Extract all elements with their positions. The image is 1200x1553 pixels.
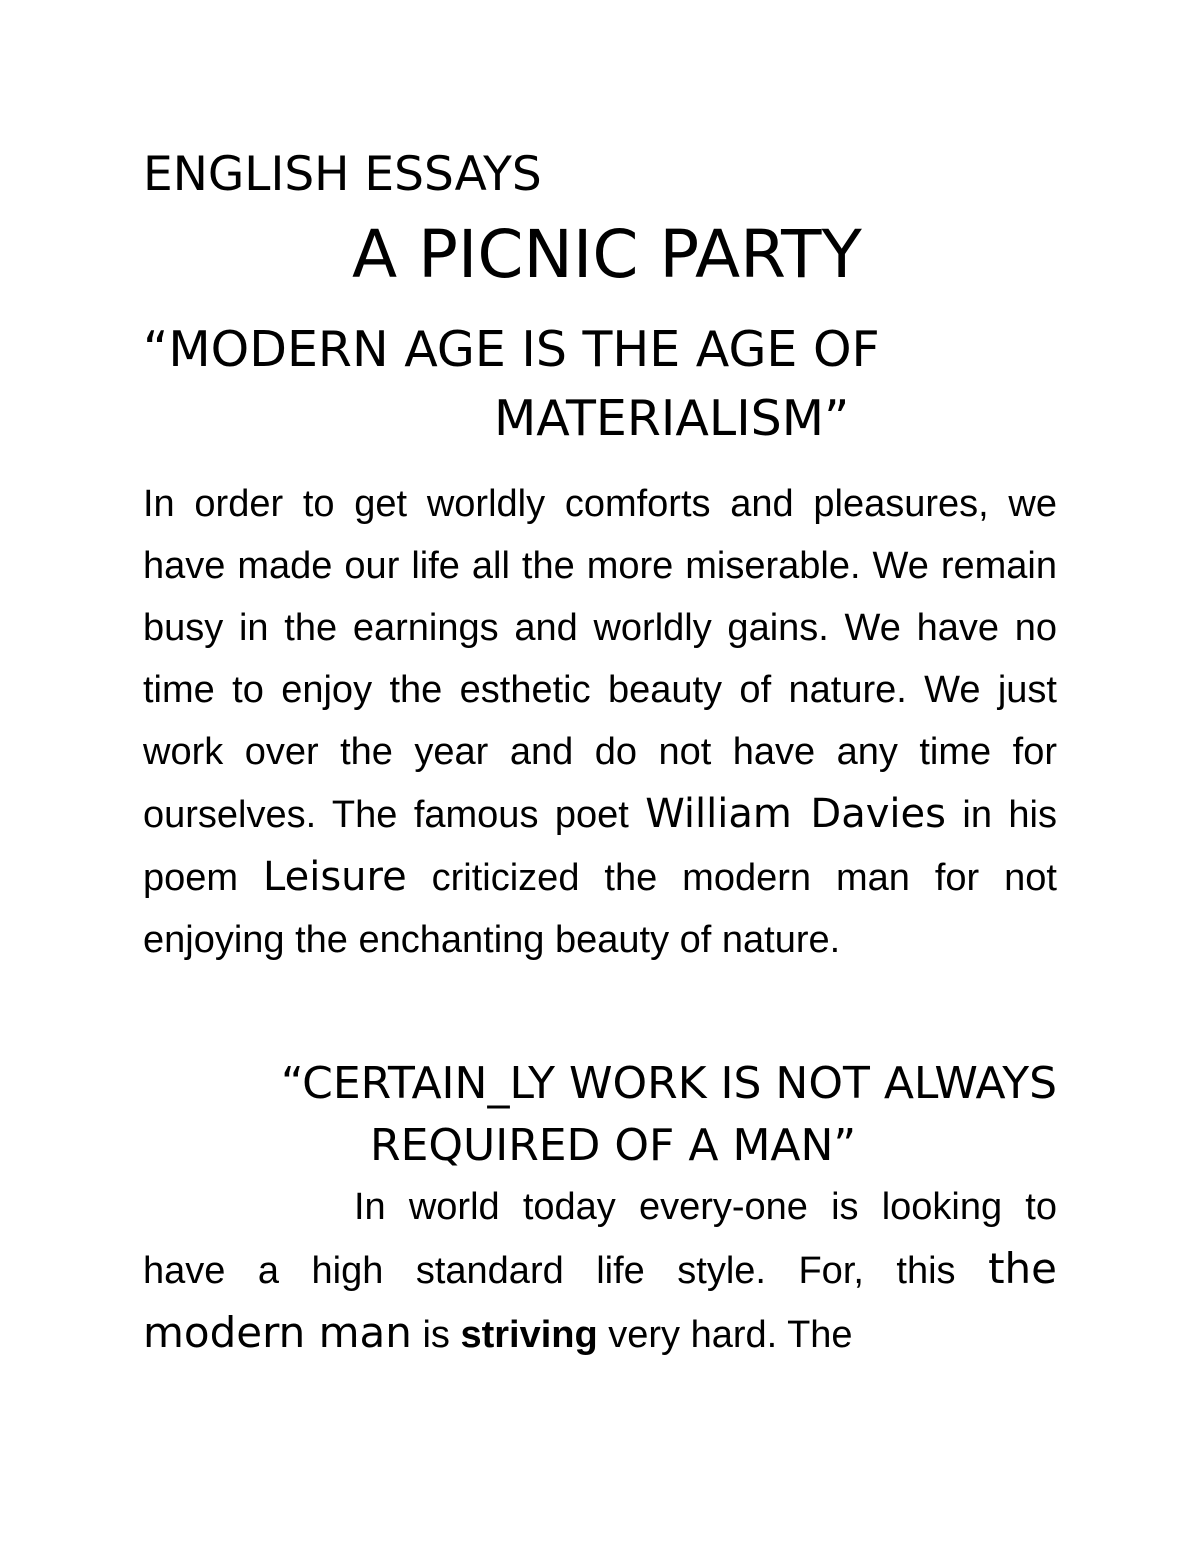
quote-heading-2-line-2: REQUIRED OF A MAN” [370, 1120, 857, 1171]
paragraph-2-text-c: very hard. The [597, 1314, 853, 1356]
paragraph-1 [143, 473, 1057, 971]
paragraph-2-bold-word: striving [460, 1314, 598, 1356]
poet-name: William Davies [645, 791, 946, 837]
paragraph-2-phrase: the modern man [143, 1244, 1057, 1357]
poem-name: Leisure [263, 854, 407, 900]
paragraph-2-text-b: is [411, 1314, 461, 1356]
quote-heading-line-2: MATERIALISM” [494, 390, 850, 447]
essay-title: A PICNIC PARTY [352, 216, 862, 293]
quote-heading-2-line-1: “CERTAIN_LY WORK IS NOT ALWAYS [280, 1058, 1057, 1109]
paragraph-2 [143, 1176, 1057, 1366]
paragraph-1-text-b: in his poem [143, 794, 1057, 899]
quote-heading-line-1: “MODERN AGE IS THE AGE OF [143, 321, 880, 378]
paragraph-2-text-a: In world today every-one is looking to have a high standard life style. For, this [143, 1186, 1057, 1292]
document-heading: ENGLISH ESSAYS [143, 147, 542, 202]
paragraph-1-text-c: criticized the modern man for not enjoying the enchanting beauty of nature. [143, 857, 1057, 961]
paragraph-1-text-a: In order to get worldly comforts and pleasures, we have made our life all the more miserable. We remain busy in the earnings and worldly gains. We have no time to enjoy the esthetic beauty of nature. We just work over the year and do not have any time for ourselves. The famous poet [143, 483, 1057, 836]
